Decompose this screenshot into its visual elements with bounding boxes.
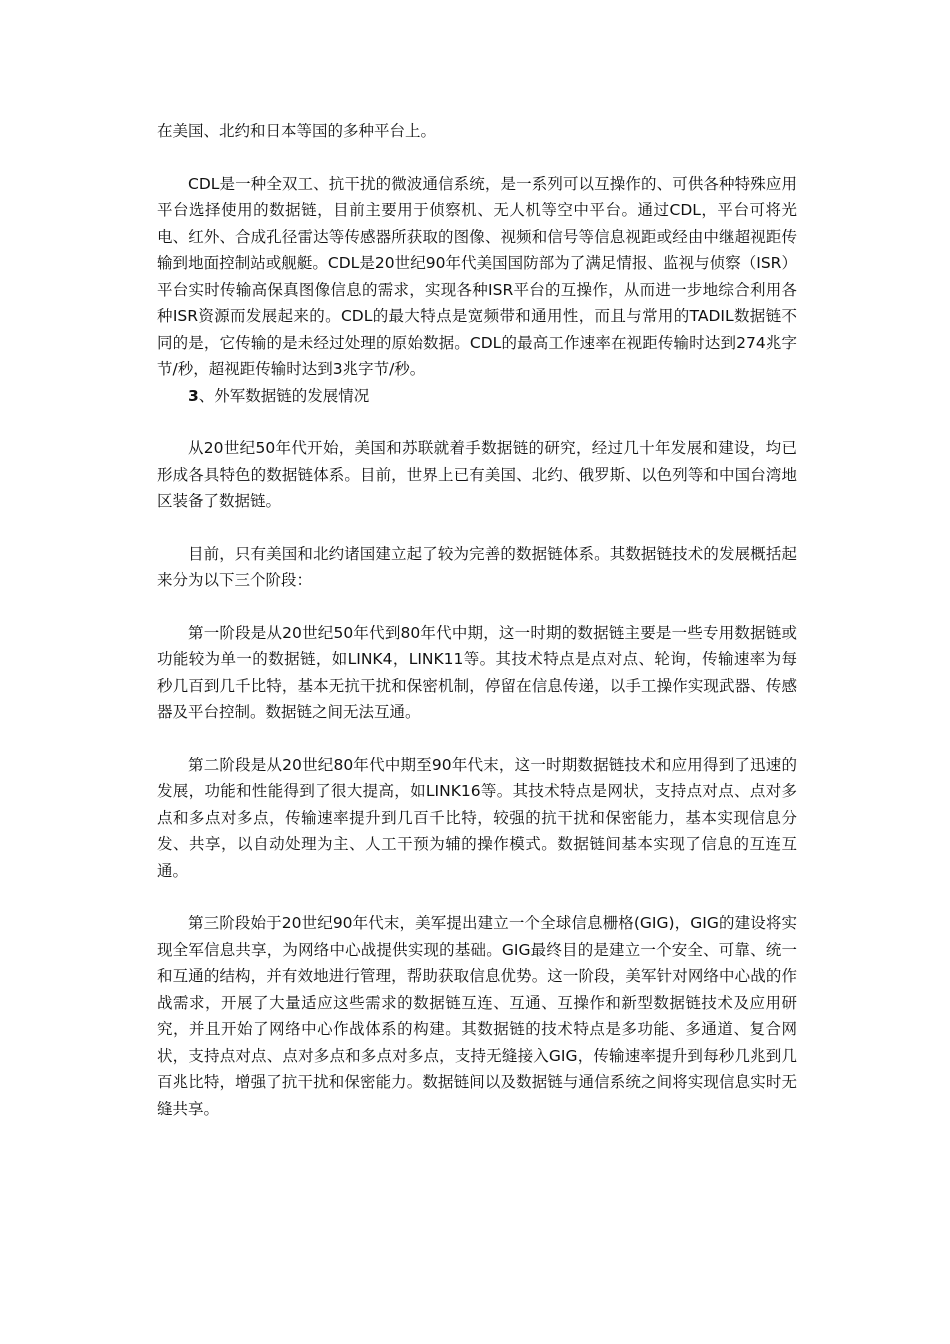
section-heading [157,383,797,410]
paragraph-stage-one: 第一阶段是从20世纪50年代到80年代中期，这一时期的数据链主要是一些专用数据链或功能较为单一的数据链，如LINK4，LINK11等。其技术特点是点对点、轮询，传输速率为每秒几百到几千比特，基本无抗干扰和保密机制，停留在信息传递，以手工操作实现武器、传感器及平台控制。数据链之间无法互通。 [157,623,797,721]
paragraph-history: 从20世纪50年代开始，美国和苏联就着手数据链的研究，经过几十年发展和建设，均已形成各具特色的数据链体系。目前，世界上已有美国、北约、俄罗斯、以色列等和中国台湾地区装备了数据链。 [157,439,797,510]
paragraph-continuation: 在美国、北约和日本等国的多种平台上。 [157,122,437,140]
document-page [157,118,797,1122]
paragraph-stages-intro: 目前，只有美国和北约诸国建立起了较为完善的数据链体系。其数据链技术的发展概括起来分为以下三个阶段： [157,544,797,589]
paragraph-stage-three: 第三阶段始于20世纪90年代末，美军提出建立一个全球信息栅格(GIG)，GIG的建设将实现全军信息共享，为网络中心战提供实现的基础。GIG最终目的是建立一个安全、可靠、统一和互通的结构，并有效地进行管理，帮助获取信息优势。这一阶段，美军针对网络中心战的作战需求，开展了大量适应这些需求的数据链互连、互通、互操作和新型数据链技术及应用研究，并且开始了网络中心作战体系的构建。其数据链的技术特点是多功能、多通道、复合网状，支持点对点、点对多点和多点对多点，支持无缝接入GIG，传输速率提升到每秒几兆到几百兆比特，增强了抗干扰和保密能力。数据链间以及数据链与通信系统之间将实现信息实时无缝共享。 [157,914,797,1118]
paragraph-stage-two: 第二阶段是从20世纪80年代中期至90年代末，这一时期数据链技术和应用得到了迅速的发展，功能和性能得到了很大提高，如LINK16等。其技术特点是网状，支持点对点、点对多点和多点对多点，传输速率提升到几百千比特，较强的抗干扰和保密能力，基本实现信息分发、共享，以自动处理为主、人工干预为辅的操作模式。数据链间基本实现了信息的互连互通。 [157,755,797,880]
paragraph-cdl: CDL是一种全双工、抗干扰的微波通信系统，是一系列可以互操作的、可供各种特殊应用平台选择使用的数据链，目前主要用于侦察机、无人机等空中平台。通过CDL，平台可将光电、红外、合成孔径雷达等传感器所获取的图像、视频和信号等信息视距或经由中继超视距传输到地面控制站或舰艇。CDL是20世纪90年代美国国防部为了满足情报、监视与侦察（ISR）平台实时传输高保真图像信息的需求，实现各种ISR平台的互操作，从而进一步地综合利用各种ISR资源而发展起来的。CDL的最大特点是宽频带和通用性，而且与常用的TADIL数据链不同的是，它传输的是未经过处理的原始数据。CDL的最高工作速率在视距传输时达到274兆字节/秒，超视距传输时达到3兆字节/秒。 [157,174,797,378]
section-number: 3 [188,386,199,405]
section-title: 、外军数据链的发展情况 [198,386,370,405]
